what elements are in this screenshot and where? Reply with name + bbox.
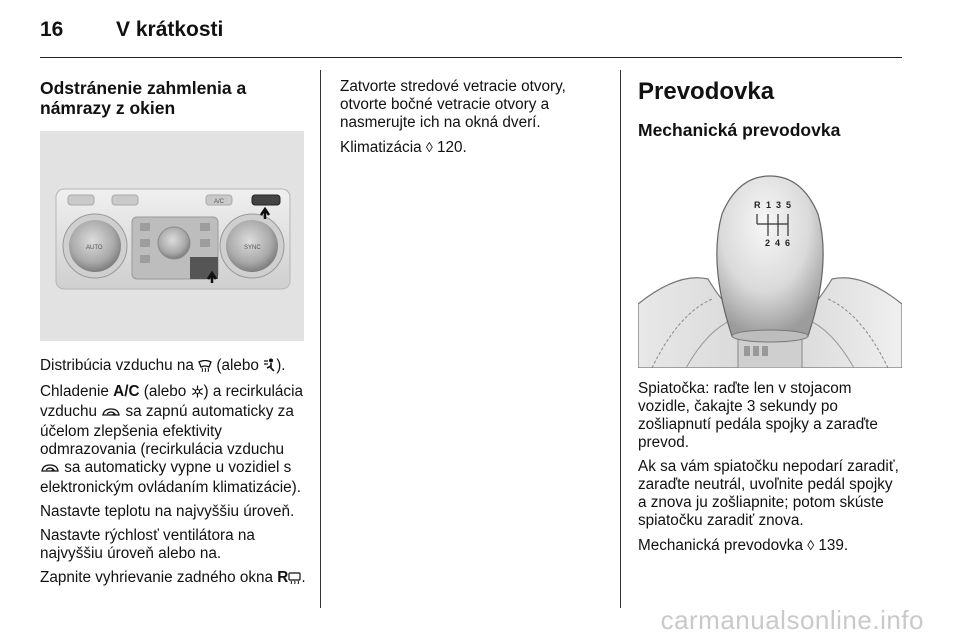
paragraph-temperature: Nastavte teplotu na najvyššiu úroveň. bbox=[40, 503, 295, 520]
paragraph-air-distribution: Distribúcia vzduchu na (alebo ). bbox=[40, 357, 308, 377]
page-number: 16 bbox=[40, 18, 64, 41]
shift-label-2: 2 bbox=[765, 238, 771, 248]
section-heading-transmission: Prevodovka bbox=[638, 78, 775, 105]
recirculation-icon bbox=[40, 461, 60, 479]
paragraph-rear-heater: Zapnite vyhrievanie zadného okna R . bbox=[40, 569, 308, 589]
column-divider bbox=[620, 70, 621, 608]
column-vents bbox=[340, 78, 602, 163]
reference-icon: ◊ bbox=[807, 537, 815, 553]
header-rule bbox=[40, 57, 902, 58]
gear-knob-illustration bbox=[638, 154, 902, 368]
airflow-person-icon bbox=[263, 358, 276, 377]
auto-label: AUTO bbox=[86, 245, 103, 251]
gear-knob-figure bbox=[638, 154, 902, 368]
sync-label: SYNC bbox=[244, 245, 261, 251]
section-heading-defrost: Odstránenie zahmlenia a námrazy z okien bbox=[40, 78, 247, 118]
snowflake-icon bbox=[191, 385, 204, 403]
paragraph-reverse-retry: Ak sa vám spiatočku nepodarí zaradiť, zaraďte neutrál, uvoľnite pedál spojky a znova ju zošliapnite; potom skúste spiatočku zaradiť znova. bbox=[638, 458, 899, 529]
climate-panel-figure bbox=[40, 131, 304, 341]
ac-text: A/C bbox=[113, 383, 140, 400]
page-title: V krátkosti bbox=[116, 18, 224, 41]
climate-panel-illustration bbox=[40, 131, 304, 341]
paragraph-transmission-ref: Mechanická prevodovka ◊ 139. bbox=[638, 537, 849, 554]
recirculation-icon bbox=[101, 405, 121, 423]
paragraph-cooling: Chladenie A/C (alebo ) a recirkulácia vzduchu sa zapnú automaticky za účelom zlepšenia efektivity odmrazovania (recirkulácia vzduchu sa automaticky vypne u vozidiel s elektronickým ovládaním klimatizácie). bbox=[40, 383, 303, 496]
column-transmission bbox=[638, 78, 904, 561]
subheading-manual-transmission: Mechanická prevodovka bbox=[638, 120, 841, 140]
watermark: carmanualsonline.info bbox=[660, 605, 924, 635]
reference-icon: ◊ bbox=[425, 139, 433, 155]
shift-label-5: 5 bbox=[786, 200, 792, 210]
rear-window-label: R bbox=[277, 569, 289, 586]
shift-label-r: R bbox=[754, 200, 761, 210]
ac-label: A/C bbox=[214, 199, 225, 205]
column-defrost bbox=[40, 78, 308, 595]
column-divider bbox=[320, 70, 321, 608]
rear-window-heater-icon bbox=[288, 571, 301, 589]
paragraph-reverse: Spiatočka: raďte len v stojacom vozidle, čakajte 3 sekundy po zošliapnutí pedála spojky a zaraďte prevod. bbox=[638, 380, 878, 451]
shift-label-4: 4 bbox=[775, 238, 781, 248]
paragraph-fan-speed: Nastavte rýchlosť ventilátora na najvyššiu úroveň alebo na. bbox=[40, 527, 255, 562]
shift-label-6: 6 bbox=[785, 238, 791, 248]
shift-label-3: 3 bbox=[776, 200, 782, 210]
windshield-defrost-icon bbox=[198, 359, 212, 377]
shift-label-1: 1 bbox=[766, 200, 772, 210]
paragraph-climate-ref: Klimatizácia ◊ 120. bbox=[340, 139, 467, 156]
paragraph-vents: Zatvorte stredové vetracie otvory, otvorte bočné vetracie otvory a nasmerujte ich na okná dverí. bbox=[340, 78, 566, 131]
